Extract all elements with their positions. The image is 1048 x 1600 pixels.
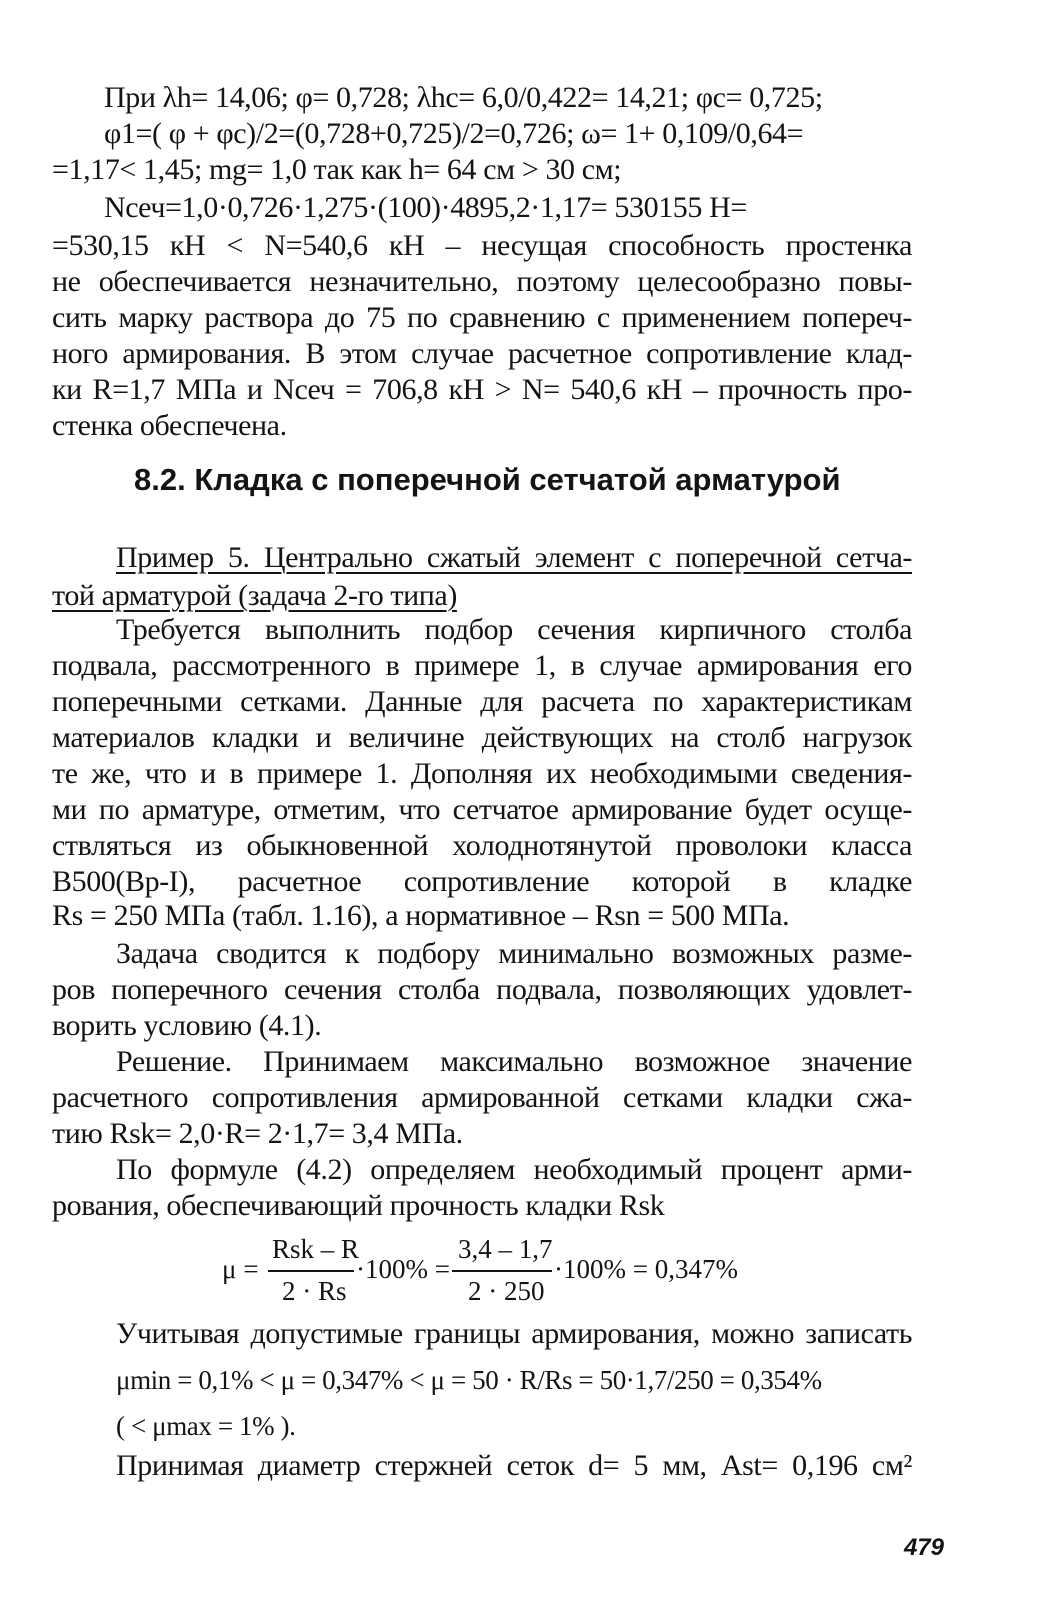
text-line: ки R=1,7 МПа и Ncеч = 706,8 кН > N= 540,6 кН – прочность про-	[52, 373, 912, 406]
text-line: Учитывая допустимые границы армирования, можно записать	[116, 1317, 912, 1350]
text-line: ного армирования. В этом случае расчетное сопротивление клад-	[52, 337, 912, 370]
text-line: =1,17< 1,45; mg= 1,0 так как h= 64 см > 30 см;	[52, 153, 622, 186]
text-line: φ1=( φ + φc)/2=(0,728+0,725)/2=0,726; ω= 1+ 0,109/0,64=	[104, 117, 804, 150]
formula-line: ( < μmax = 1% ).	[116, 1411, 296, 1441]
section-heading: 8.2. Кладка с поперечной сетчатой арматурой	[134, 462, 841, 497]
text-line: расчетного сопротивления армированной сетками кладки сжа-	[52, 1081, 912, 1114]
formula-result: ·100% = 0,347%	[554, 1254, 738, 1284]
text-line: Решение. Принимаем максимально возможное значение	[116, 1045, 912, 1078]
text-line: При λh= 14,06; φ= 0,728; λhc= 6,0/0,422= 14,21; φc= 0,725;	[104, 81, 823, 114]
formula-block	[222, 1228, 782, 1312]
formula-mu: μ =	[222, 1254, 259, 1284]
formula-denominator: 2 · Rs	[282, 1276, 347, 1306]
text-line: сить марку раствора до 75 по сравнению с применением попереч-	[52, 301, 912, 334]
text-line: тию Rsk= 2,0·R= 2·1,7= 3,4 МПа.	[52, 1117, 463, 1150]
example-title: Пример 5. Центрально сжатый элемент с поперечной сетча-	[116, 541, 912, 574]
text-line: рования, обеспечивающий прочность кладки Rsk	[52, 1189, 665, 1222]
text-line: Требуется выполнить подбор сечения кирпичного столба	[116, 613, 912, 646]
text-line: поперечными сетками. Данные для расчета по характеристикам	[52, 685, 912, 718]
text-line: ворить условию (4.1).	[52, 1009, 322, 1042]
formula-denominator: 2 · 250	[468, 1276, 545, 1306]
text-line: По формуле (4.2) определяем необходимый процент арми-	[116, 1153, 912, 1186]
text-line: не обеспечивается незначительно, поэтому целесообразно повы-	[52, 265, 912, 298]
page-number: 479	[903, 1534, 944, 1561]
text-line: ров поперечного сечения столба подвала, позволяющих удовлет-	[52, 973, 912, 1006]
text-line: стенка обеспечена.	[52, 409, 287, 442]
text-line: =530,15 кН < N=540,6 кН – несущая способность простенка	[52, 229, 912, 262]
text-line: те же, что и в примере 1. Дополняя их необходимыми сведения-	[52, 757, 912, 790]
formula-numerator: Rsk – R	[272, 1234, 360, 1264]
text-line: Ncеч=1,0·0,726·1,275·(100)·4895,2·1,17= 530155 Н=	[104, 191, 747, 224]
formula-middle: ·100% =	[356, 1254, 450, 1284]
formula-numerator: 3,4 – 1,7	[458, 1234, 553, 1264]
text-line: Задача сводится к подбору минимально возможных разме-	[116, 937, 912, 970]
text-line: ми по арматуре, отметим, что сетчатое армирование будет осуще-	[52, 793, 912, 826]
example-title: той арматурой (задача 2-го типа)	[52, 579, 457, 612]
text-line: подвала, рассмотренного в примере 1, в случае армирования его	[52, 649, 912, 682]
fraction-bar	[268, 1270, 354, 1272]
fraction-bar	[452, 1270, 552, 1272]
text-line: В500(Вр-I), расчетное сопротивление которой в кладке	[52, 865, 912, 898]
text-line: ствляться из обыкновенной холоднотянутой проволоки класса	[52, 829, 912, 862]
formula-line: μmin = 0,1% < μ = 0,347% < μ = 50 · R/Rs = 50·1,7/250 = 0,354%	[116, 1365, 822, 1395]
text-line: Rs = 250 МПа (табл. 1.16), а нормативное – Rsn = 500 МПа.	[52, 899, 790, 932]
text-line: Принимая диаметр стержней сеток d= 5 мм, Ast= 0,196 см²	[116, 1449, 912, 1482]
text-line: материалов кладки и величине действующих на столб нагрузок	[52, 721, 912, 754]
